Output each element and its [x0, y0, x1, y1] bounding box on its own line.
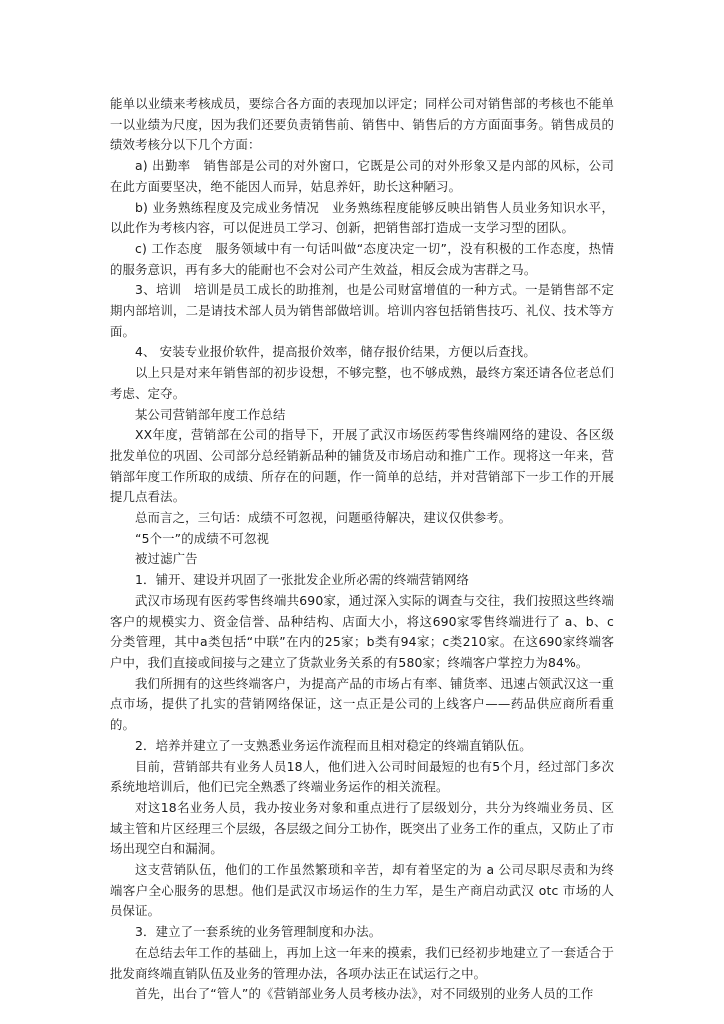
- document-page: [110, 94, 614, 1005]
- paragraph-quote-software: 4、 安装专业报价软件，提高报价效率，储存报价结果，方便以后查找。: [135, 344, 536, 360]
- paragraph-staff-count: 目前，营销部共有业务人员18人，他们进入公司时间最短的也有5个月，经过部门多次系统地培训后，他们已完全熟悉了终端业务运作的相关流程。: [110, 758, 614, 795]
- paragraph-sales-evaluation-intro: 能单以业绩来考核成员，要综合各方面的表现加以评定；同样公司对销售部的考核也不能单一以业绩为尺度，因为我们还要负责销售前、销售中、销售后的方方面面事务。销售成员的绩效考核分以下几个方面：: [110, 96, 614, 153]
- heading-management-system: 3．建立了一套系统的业务管理制度和办法。: [135, 924, 382, 940]
- paragraph-staff-levels: 对这18名业务人员，我办按业务对象和重点进行了层级划分，共分为终端业务员、区域主管和片区经理三个层级，各层级之间分工协作，既突出了业务工作的重点，又防止了市场出现空白和漏洞。: [110, 799, 614, 857]
- paragraph-assessment-rules: 首先，出台了“管人”的《营销部业务人员考核办法》，对不同级别的业务人员的工作: [135, 986, 594, 1002]
- paragraph-training: 3、培训 培训是员工成长的助推剂，也是公司财富增值的一种方式。一是销售部不定期内部培训，二是请技术部人员为销售部做培训。培训内容包括销售技巧、礼仪、技术等方面。: [110, 282, 614, 339]
- paragraph-work-attitude: c) 工作态度 服务领域中有一句话叫做“态度决定一切”，没有积极的工作态度，热情的服务意识，再有多大的能耐也不会对公司产生效益，相反会成为害群之马。: [110, 240, 614, 277]
- paragraph-annual-overview: XX年度，营销部在公司的指导下，开展了武汉市场医药零售终端网络的建设、各区级批发单位的巩固、公司部分总经销新品种的铺货及市场启动和推广工作。现将这一年来，营销部年度工作所取的成绩、所存在的问题，作一简单的总结，并对营销部下一步工作的开展提几点看法。: [110, 427, 614, 505]
- paragraph-sales-team: 这支营销队伍，他们的工作虽然繁琐和辛苦，却有着坚定的为 a 公司尽职尽责和为终端客户全心服务的思想。他们是武汉市场运作的生力军，是生产商启动武汉 otc 市场的人员保证。: [110, 862, 614, 919]
- paragraph-wuhan-terminals: 武汉市场现有医药零售终端共690家，通过深入实际的调查与交往，我们按照这些终端客户的规模实力、资金信誉、品种结构、店面大小，将这690家零售终端进行了 a、b、c 分类管理，其中a类包括“中联”在内的25家；b类有94家；c类210家。在这690家终端客户中，我们直接或间接与之建立了货款业务关系的有580家；终端客户掌控力为84%。: [110, 592, 614, 670]
- heading-five-achievements: “5个一”的成绩不可忽视: [135, 530, 270, 546]
- filtered-ad-note: 被过滤广告: [135, 551, 198, 567]
- section-title-annual-summary: 某公司营销部年度工作总结: [135, 406, 286, 422]
- paragraph-management-methods: 在总结去年工作的基础上，再加上这一年来的摸索，我们已经初步地建立了一套适合于批发商终端直销队伍及业务的管理办法，各项办法正在试运行之中。: [110, 944, 614, 981]
- paragraph-business-proficiency: b) 业务熟练程度及完成业务情况 业务熟练程度能够反映出销售人员业务知识水平，以此作为考核内容，可以促进员工学习、创新，把销售部打造成一支学习型的团队。: [110, 199, 614, 236]
- heading-terminal-network: 1．铺开、建设并巩固了一张批发企业所必需的终端营销网络: [135, 572, 470, 588]
- paragraph-terminal-customers: 我们所拥有的这些终端客户，为提高产品的市场占有率、铺货率、迅速占领武汉这一重点市场，提供了扎实的营销网络保证，这一点正是公司的上线客户——药品供应商所看重的。: [110, 675, 614, 733]
- heading-direct-sales-team: 2．培养并建立了一支熟悉业务运作流程而且相对稳定的终端直销队伍。: [135, 737, 532, 753]
- paragraph-preliminary-plan: 以上只是对来年销售部的初步设想，不够完整，也不够成熟，最终方案还请各位老总们考虑、定夺。: [110, 365, 614, 401]
- paragraph-attendance: a) 出勤率 销售部是公司的对外窗口，它既是公司的对外形象又是内部的风标，公司在此方面要坚决，绝不能因人而异，姑息养奸，助长这种陋习。: [110, 158, 614, 194]
- paragraph-three-sentences: 总而言之，三句话：成绩不可忽视，问题亟待解决，建议仅供参考。: [135, 510, 512, 526]
